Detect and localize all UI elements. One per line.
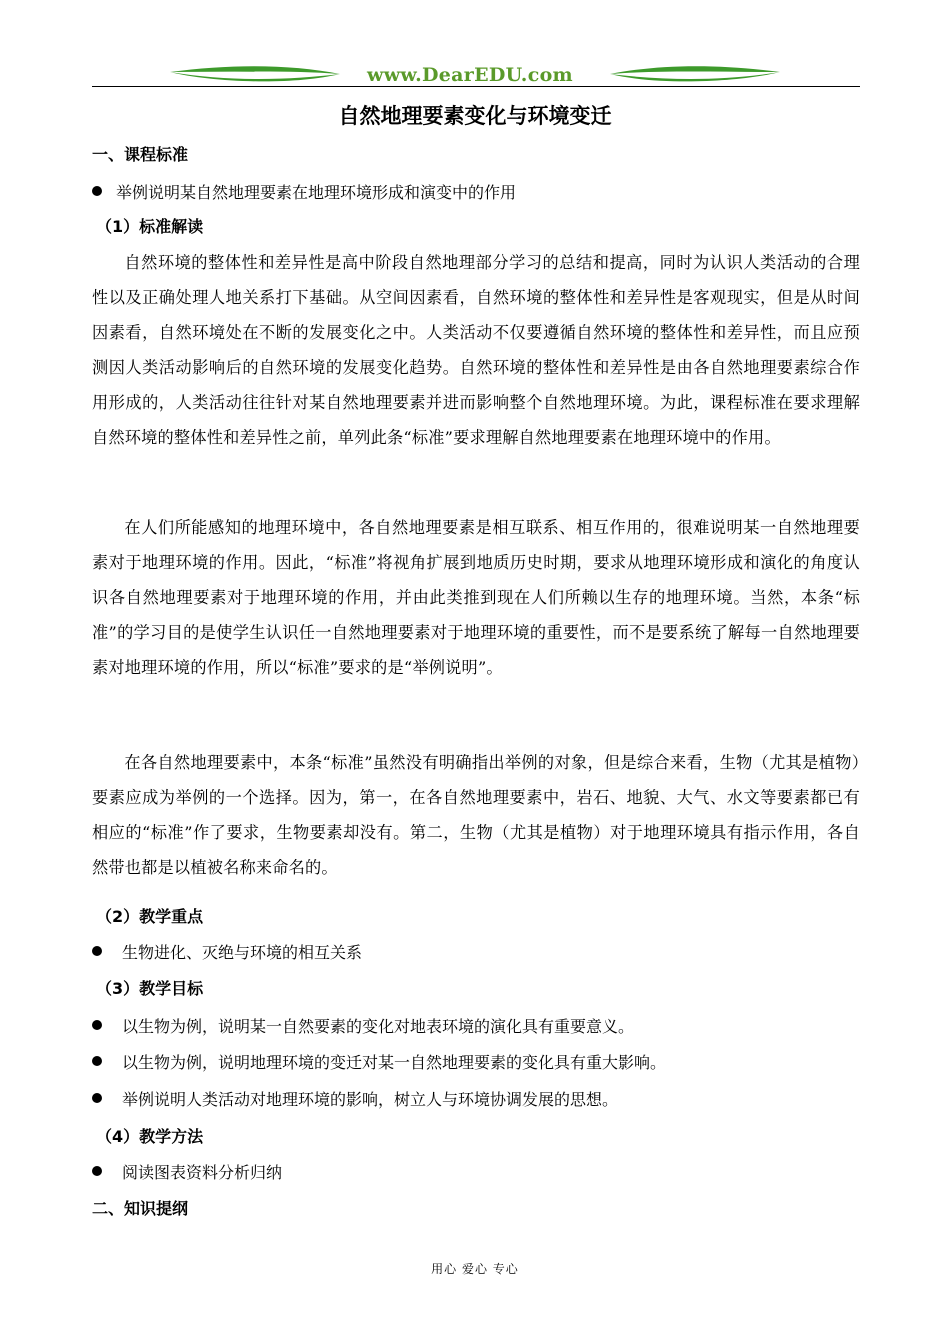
bullet-item: 以生物为例，说明地理环境的变迁对某一自然地理要素的变化具有重大影响。 (92, 1050, 666, 1073)
sub-heading-3: （3）教学目标 (96, 979, 204, 998)
bullet-item: 举例说明某自然地理要素在地理环境形成和演变中的作用 (92, 180, 516, 203)
page-footer: 用心 爱心 专心 (431, 1262, 519, 1276)
page-title: 自然地理要素变化与环境变迁 (338, 104, 612, 128)
bullet-icon (92, 1020, 102, 1030)
bullet-item: 生物进化、灭绝与环境的相互关系 (92, 940, 362, 963)
paragraph-3: 在各自然地理要素中，本条“标准”虽然没有明确指出举例的对象，但是综合来看，生物（尤其是植物）要素应成为举例的一个选择。因为，第一，在各自然地理要素中，岩石、地貌、大气、水文等要素都已有相应的“标准”作了要求，生物要素却没有。第二，生物（尤其是植物）对于地理环境具有指示作用，各自然带也都是以植被名称来命名的。 (92, 753, 860, 877)
sub-heading-1: （1）标准解读 (96, 217, 204, 236)
section-heading-1: 一、课程标准 (92, 145, 189, 164)
bullet-item: 举例说明人类活动对地理环境的影响，树立人与环境协调发展的思想。 (92, 1087, 618, 1110)
bullet-icon (92, 186, 102, 196)
bullet-icon (92, 1093, 102, 1103)
bullet-icon (92, 946, 102, 956)
paragraph-1: 自然环境的整体性和差异性是高中阶段自然地理部分学习的总结和提高，同时为认识人类活动的合理性以及正确处理人地关系打下基础。从空间因素看，自然环境的整体性和差异性是客观现实，但是从时间因素看，自然环境处在不断的发展变化之中。人类活动不仅要遵循自然环境的整体性和差异性，而且应预测因人类活动影响后的自然环境的发展变化趋势。自然环境的整体性和差异性是由各自然地理要素综合作用形成的，人类活动往往针对某自然地理要素并进而影响整个自然地理环境。为此，课程标准在要求理解自然环境的整体性和差异性之前，单列此条“标准”要求理解自然地理要素在地理环境中的作用。 (92, 253, 860, 447)
header-rule (92, 86, 860, 87)
bullet-icon (92, 1166, 102, 1176)
header-site-url: www.DearEDU.com (367, 64, 573, 86)
bullet-item: 以生物为例，说明某一自然要素的变化对地表环境的演化具有重要意义。 (92, 1014, 634, 1037)
bullet-item: 阅读图表资料分析归纳 (92, 1160, 282, 1183)
paragraph-2: 在人们所能感知的地理环境中，各自然地理要素是相互联系、相互作用的，很难说明某一自然地理要素对于地理环境的作用。因此，“标准”将视角扩展到地质历史时期，要求从地理环境形成和演化的角度认识各自然地理要素对于地理环境的作用，并由此类推到现在人们所赖以生存的地理环境。当然，本条“标准”的学习目的是使学生认识任一自然地理要素对于地理环境的重要性，而不是要系统了解每一自然地理要素对地理环境的作用，所以“标准”要求的是“举例说明”。 (92, 518, 860, 677)
bullet-icon (92, 1056, 102, 1066)
section-heading-2: 二、知识提纲 (92, 1199, 189, 1218)
sub-heading-2: （2）教学重点 (96, 907, 204, 926)
sub-heading-4: （4）教学方法 (96, 1127, 204, 1146)
